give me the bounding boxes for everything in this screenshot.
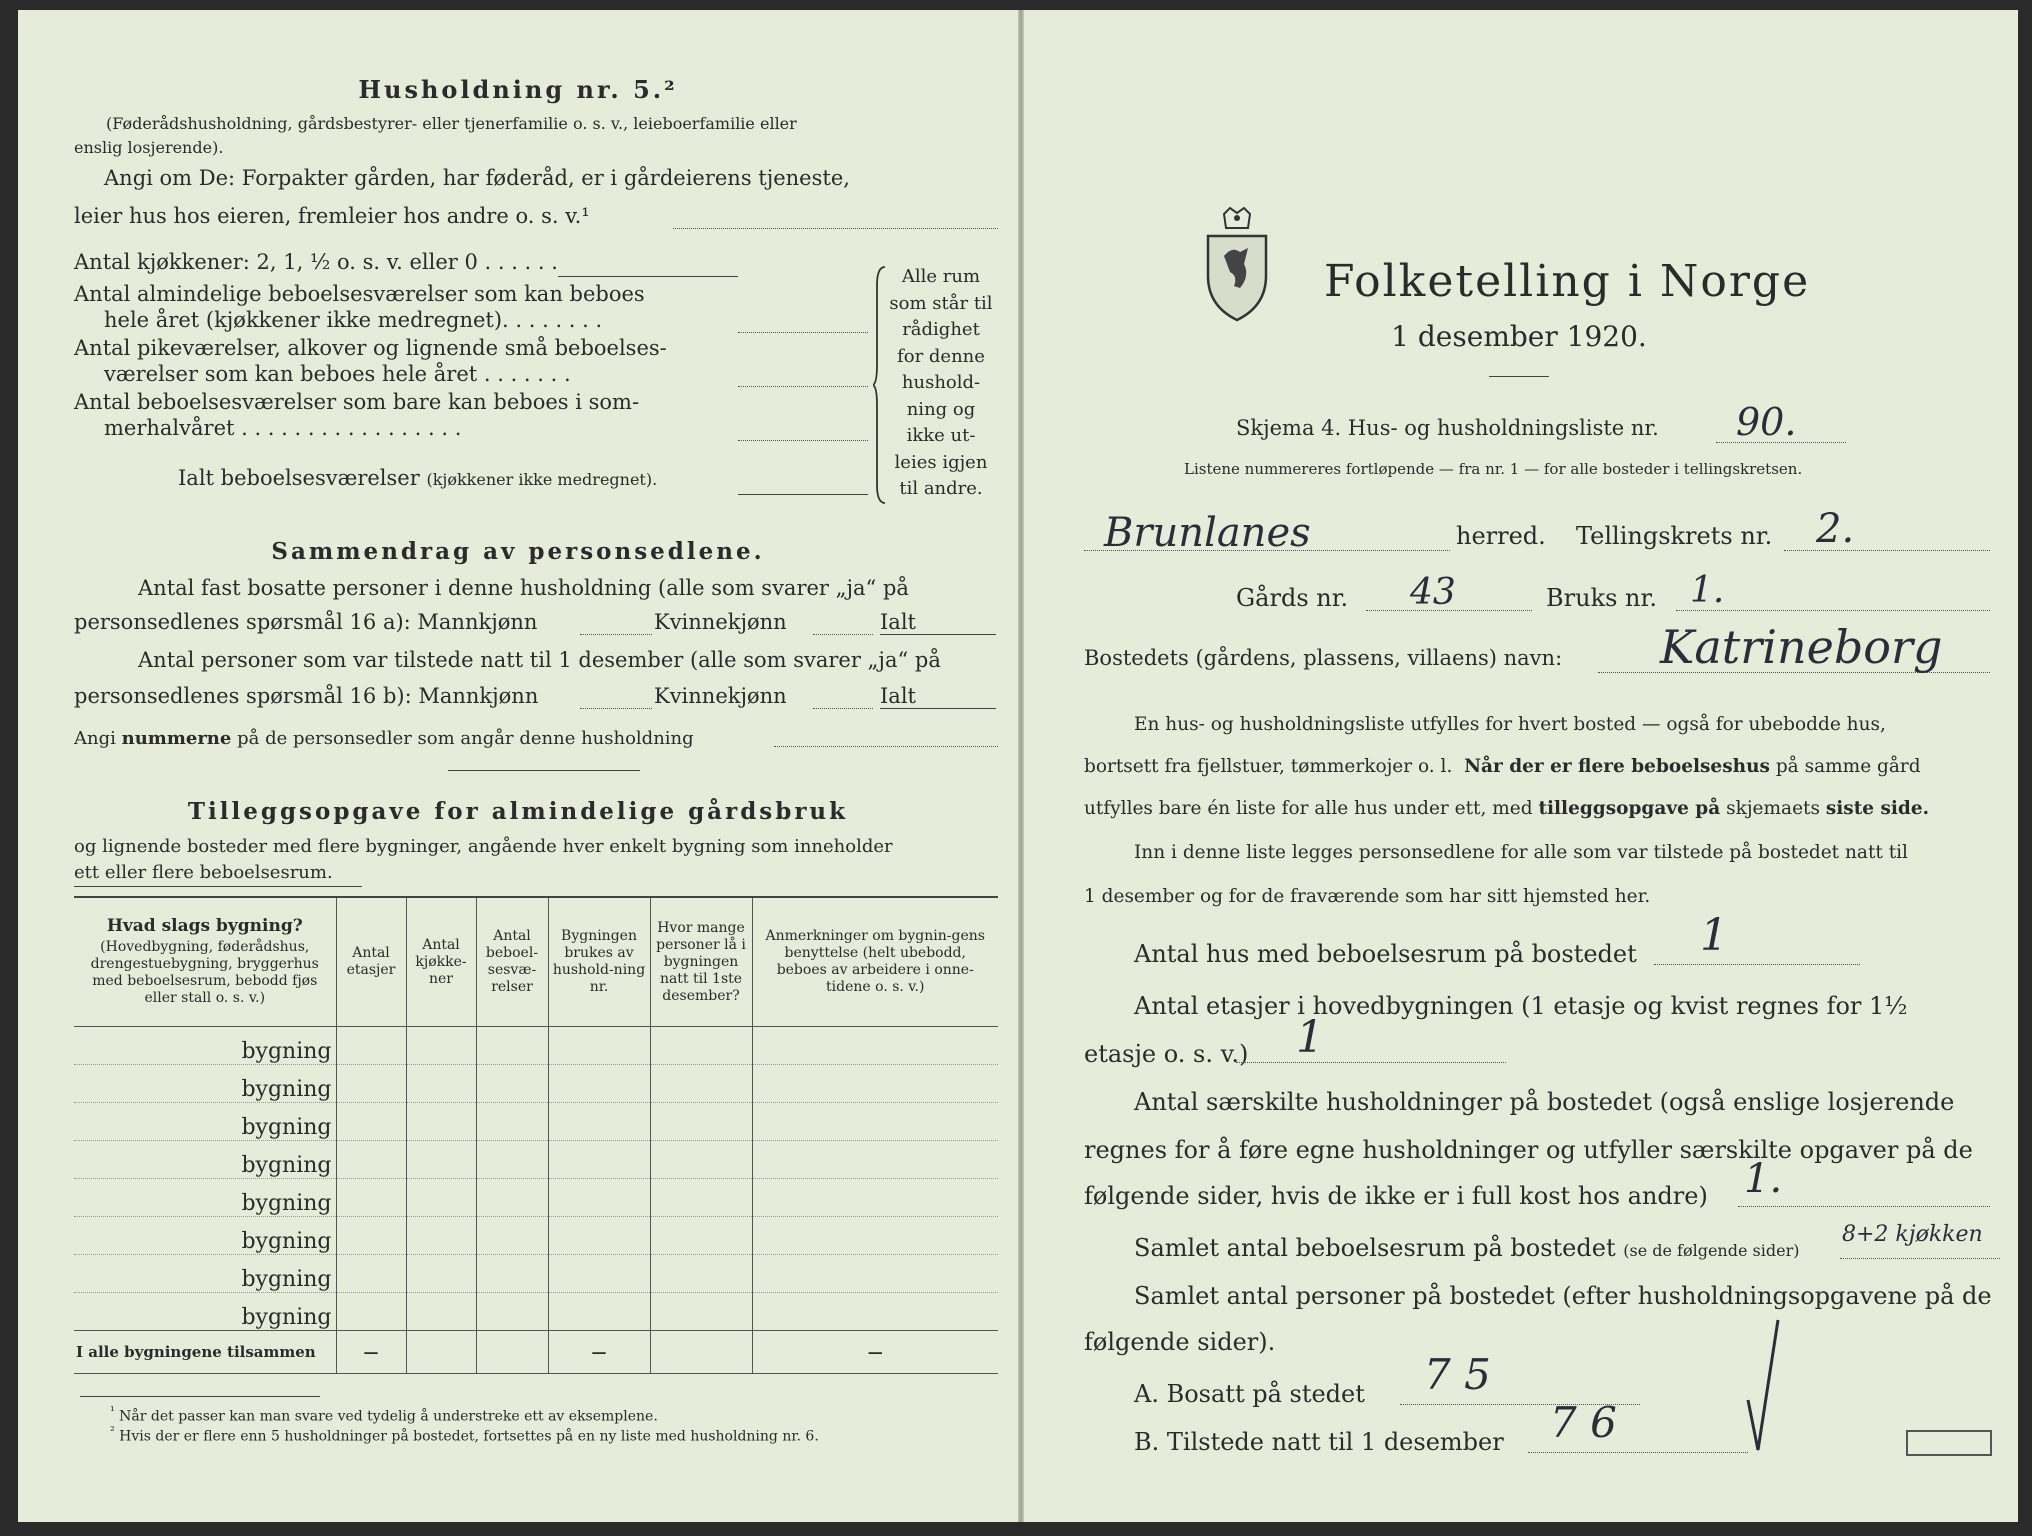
household-note-2: enslig losjerende). <box>74 138 224 157</box>
krets-value-line <box>1784 550 1990 551</box>
total-rooms-answer-line <box>738 494 868 495</box>
table-row <box>74 1293 998 1331</box>
table-row <box>74 1179 998 1217</box>
supplement-heading: Tilleggsopgave for almindelige gårdsbruk <box>187 798 849 825</box>
summary-divider <box>448 770 640 771</box>
krets-value: 2. <box>1816 506 1855 552</box>
resident-female-label: Kvinnekjønn <box>654 610 787 634</box>
rooms-kitchens-label: Antal kjøkkener: 2, 1, ½ o. s. v. eller 0 . . . . . . <box>74 250 558 274</box>
ordinary-answer-line <box>738 332 868 333</box>
maid-answer-line <box>738 386 868 387</box>
rooms-ordinary-label-1: Antal almindelige beboelsesværelser som kan beboes <box>74 282 645 306</box>
table-row <box>74 1217 998 1255</box>
schema-value: 90. <box>1736 400 1797 444</box>
rooms-ordinary-label-2: hele året (kjøkkener ikke medregnet). . . . . . . . <box>104 308 603 332</box>
household-note-1: (Føderådshusholdning, gårdsbestyrer- eller tjenerfamilie o. s. v., leieboerfamilie eller <box>106 114 797 133</box>
checkmark-icon <box>1744 1310 1784 1460</box>
row-label: bygning <box>74 1293 336 1331</box>
rooms-summer-label-1: Antal beboelsesværelser som bare kan beboes i som- <box>74 390 640 414</box>
rooms-total-label: Ialt beboelsesværelser (kjøkkener ikke medregnet). <box>178 466 658 490</box>
col-remarks: Anmerkninger om bygnin-gens benyttelse (helt ubebodd, beboes av arbeidere i onne-tidene o. s. v.) <box>752 897 998 1027</box>
houses-value: 1 <box>1700 910 1728 961</box>
table-row <box>74 1103 998 1141</box>
ask-answer-line <box>673 228 998 229</box>
total-rooms-value-line <box>1840 1258 2000 1259</box>
numbers-answer-line <box>774 746 998 747</box>
footnote-2: $^{^2}$ Hvis der er flere enn 5 husholdninger på bostedet, fortsettes på en ny liste med husholdning nr. 6. <box>110 1424 819 1445</box>
col-kitchens: Antal kjøkke-ner <box>406 897 476 1027</box>
title-divider <box>1489 376 1549 377</box>
present-female-label: Kvinnekjønn <box>654 684 787 708</box>
rooms-maid-label-2: værelser som kan beboes hele året . . . . . . . <box>104 362 571 386</box>
gards-value: 43 <box>1410 572 1456 613</box>
present-total-label: Ialt <box>880 684 916 708</box>
table-total-row <box>74 1331 998 1374</box>
bruks-label: Bruks nr. <box>1546 584 1657 612</box>
col-rooms: Antal beboel-sesvæ-relser <box>476 897 548 1027</box>
total-floors-dash: — <box>336 1331 406 1374</box>
norwegian-coat-of-arms-icon <box>1204 206 1270 324</box>
table-row <box>74 1255 998 1293</box>
summary-resident-line-1: Antal fast bosatte personer i denne husholdning (alle som svarer „ja“ på <box>138 576 909 600</box>
present-total-line <box>880 708 996 709</box>
buildings-table <box>74 896 998 1374</box>
total-rooms-label: Samlet antal beboelsesrum på bostedet (se de følgende sider) <box>1134 1234 1800 1262</box>
floors-value: 1 <box>1296 1012 1324 1063</box>
households-line-1: Antal særskilte husholdninger på bostedet (også enslige losjerende <box>1134 1088 1955 1116</box>
info-line-2: bortsett fra fjellstuer, tømmerkojer o. l. Når der er flere beboelseshus på samme gård <box>1084 756 1921 777</box>
row-label: bygning <box>74 1141 336 1179</box>
info-line-5: 1 desember og for de fraværende som har sitt hjemsted her. <box>1084 886 1651 907</box>
census-title: Folketelling i Norge <box>1324 256 1811 307</box>
row-label: bygning <box>74 1065 336 1103</box>
row-label: bygning <box>74 1027 336 1065</box>
supplement-text-underline <box>74 886 362 887</box>
houses-label: Antal hus med beboelsesrum på bostedet <box>1134 940 1637 968</box>
col-building-type: Hvad slags bygning? (Hovedbygning, føderådshus, drengestuebygning, bryggerhus med beboelsesrum, bebodd fjøs eller stall o. s. v.) <box>74 897 336 1027</box>
rooms-maid-label-1: Antal pikeværelser, alkover og lignende små beboelses- <box>74 336 667 360</box>
info-line-3: utfylles bare én liste for alle hus under ett, med tilleggsopgave på skjemaets siste side. <box>1084 798 1930 819</box>
resident-total-line <box>880 634 996 635</box>
table-row <box>74 1027 998 1065</box>
present-value: 7 6 <box>1550 1398 1617 1447</box>
bruks-value: 1. <box>1690 570 1725 611</box>
total-remarks-dash: — <box>752 1331 998 1374</box>
kitchens-answer-line <box>558 276 738 277</box>
summary-present-line-1: Antal personer som var tilstede natt til 1 desember (alle som svarer „ja“ på <box>138 648 941 672</box>
resident-female-line <box>813 634 873 635</box>
summer-answer-line <box>738 440 868 441</box>
summary-present-line-2: personsedlenes spørsmål 16 b): Mannkjønn <box>74 684 539 708</box>
row-label: bygning <box>74 1217 336 1255</box>
row-label: bygning <box>74 1255 336 1293</box>
buildings-table-header <box>74 897 998 1027</box>
footnote-divider <box>80 1396 320 1397</box>
krets-label: Tellingskrets nr. <box>1576 522 1773 550</box>
supplement-text-2: ett eller flere beboelsesrum. <box>74 862 333 883</box>
list-note: Listene nummereres fortløpende — fra nr. 1 — for alle bosteder i tellingskretsen. <box>1184 460 1803 478</box>
census-form-sheet <box>18 10 2018 1522</box>
present-label: B. Tilstede natt til 1 desember <box>1134 1428 1504 1456</box>
table-row <box>74 1065 998 1103</box>
herred-label: herred. <box>1456 522 1546 550</box>
right-page <box>1024 10 2018 1522</box>
floors-line-1: Antal etasjer i hovedbygningen (1 etasje og kvist regnes for 1½ <box>1134 992 1908 1020</box>
houses-value-line <box>1654 964 1860 965</box>
persons-line-1: Samlet antal personer på bostedet (efter husholdningsopgavene på de <box>1134 1282 1992 1310</box>
persons-line-2: følgende sider). <box>1084 1328 1276 1356</box>
resident-value: 7 5 <box>1424 1350 1491 1399</box>
summary-numbers-line: Angi nummerne på de personsedler som angår denne husholdning <box>74 728 694 749</box>
rooms-summer-label-2: merhalvåret . . . . . . . . . . . . . . . . . <box>104 416 462 440</box>
ask-line-2: leier hus hos eieren, fremleier hos andre o. s. v.¹ <box>74 204 590 228</box>
households-line-2: regnes for å føre egne husholdninger og utfyller særskilte opgaver på de <box>1084 1136 1973 1164</box>
total-used-dash: — <box>548 1331 650 1374</box>
row-label: bygning <box>74 1179 336 1217</box>
info-line-4: Inn i denne liste legges personsedlene for alle som var tilstede på bostedet natt til <box>1134 842 1908 863</box>
resident-male-line <box>580 634 652 635</box>
col-floors: Antal etasjer <box>336 897 406 1027</box>
col-used-by: Bygningen brukes av hushold-ning nr. <box>548 897 650 1027</box>
herred-value: Brunlanes <box>1104 510 1311 556</box>
footnote-1: $^{^1}$ Når det passer kan man svare ved tydelig å understreke ett av eksemplene. <box>110 1404 658 1425</box>
households-line-3: følgende sider, hvis de ikke er i full kost hos andre) <box>1084 1182 1708 1210</box>
present-male-line <box>580 708 652 709</box>
resident-label: A. Bosatt på stedet <box>1134 1380 1365 1408</box>
row-label: bygning <box>74 1103 336 1141</box>
left-page <box>18 10 1018 1522</box>
total-label: I alle bygningene tilsammen <box>74 1331 336 1374</box>
household-title: Husholdning nr. 5.² <box>358 75 678 104</box>
printer-stamp <box>1906 1430 1992 1456</box>
households-value: 1. <box>1744 1156 1783 1202</box>
gards-label: Gårds nr. <box>1236 584 1349 612</box>
bosted-value: Katrineborg <box>1660 620 1943 674</box>
census-date: 1 desember 1920. <box>1391 320 1647 353</box>
bosted-label: Bostedets (gårdens, plassens, villaens) navn: <box>1084 646 1563 670</box>
households-value-line <box>1738 1206 1990 1207</box>
floors-value-line <box>1236 1062 1506 1063</box>
info-line-1: En hus- og husholdningsliste utfylles for hvert bosted — også for ubebodde hus, <box>1134 714 1886 735</box>
schema-label: Skjema 4. Hus- og husholdningsliste nr. <box>1236 416 1659 440</box>
supplement-text-1: og lignende bosteder med flere bygninger, angående hver enkelt bygning som inneholder <box>74 836 893 857</box>
present-female-line <box>813 708 873 709</box>
floors-line-2: etasje o. s. v.) <box>1084 1040 1249 1068</box>
ask-line-1: Angi om De: Forpakter gården, har føderåd, er i gårdeierens tjeneste, <box>104 166 850 190</box>
summary-resident-line-2: personsedlenes spørsmål 16 a): Mannkjønn <box>74 610 538 634</box>
rooms-side-note: Alle rum som står til rådighet for denne hushold- ning og ikke ut- leies igjen til andre. <box>889 266 993 499</box>
resident-total-label: Ialt <box>880 610 916 634</box>
table-row <box>74 1141 998 1179</box>
total-rooms-value: 8+2 kjøkken <box>1842 1222 1983 1247</box>
col-persons: Hvor mange personer lå i bygningen natt til 1ste desember? <box>650 897 752 1027</box>
summary-heading: Sammendrag av personsedlene. <box>271 538 765 565</box>
present-value-line <box>1528 1452 1748 1453</box>
